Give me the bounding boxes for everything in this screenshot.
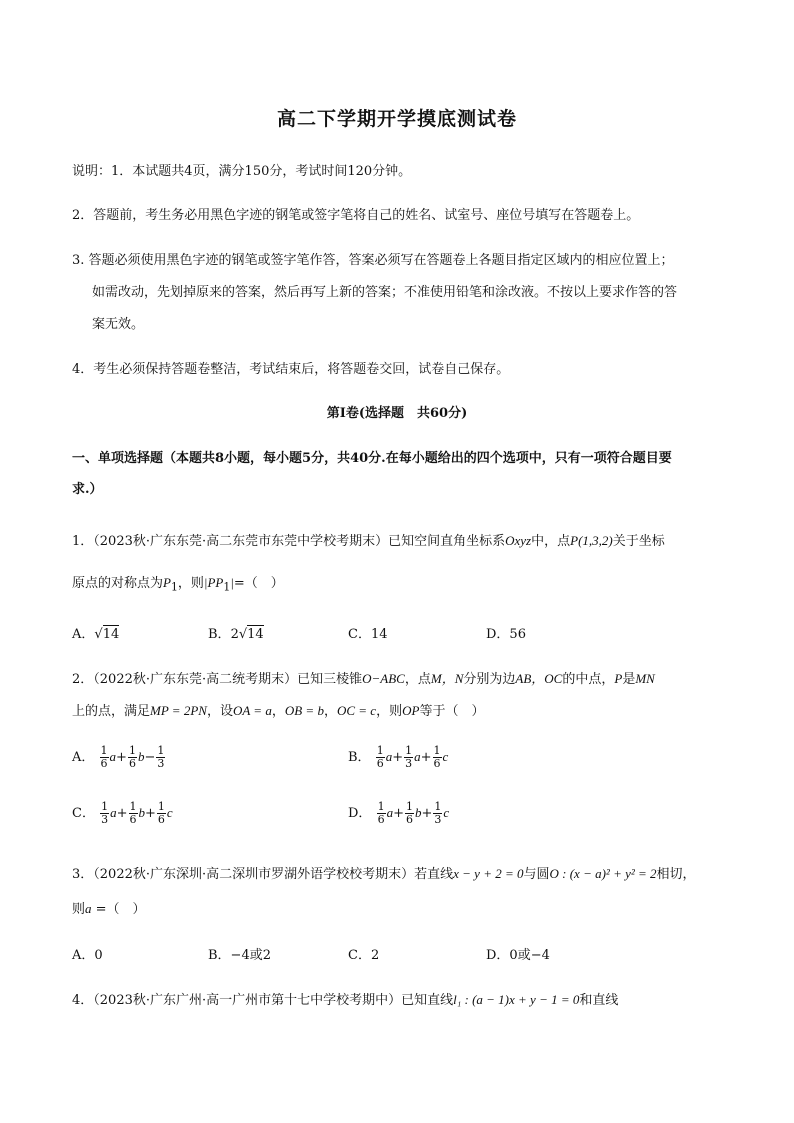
q2-text-2: ，点 [404,672,431,687]
q1-p1: P [163,575,171,590]
q2-c-den-2: 6 [129,813,137,826]
note-4: 4．考生必须保持答题卷整洁，考试结束后，将答题卷交回，试卷自己保存。 [72,362,510,377]
q2-vec-op: OP [402,703,420,718]
q2-a-op-1: + [116,750,127,765]
q2-option-a[interactable] [72,745,166,770]
q2-a-frac-3 [156,745,165,770]
q2-c-frac-2 [129,801,138,826]
q2-vec-oa: OA = a [232,703,272,718]
q2-b-var-2: a [414,749,421,764]
q4-text-2: 和直线 [579,993,619,1008]
q2-text-7: ，设 [206,704,233,719]
q2-text-3: 分别为边 [463,672,516,687]
q3-option-a[interactable]: A．0 [72,948,103,963]
q2-a-den-3: 3 [157,757,165,770]
q1-stem [72,530,665,549]
q3-stem [72,863,696,882]
q1-b-coef: 2 [230,627,239,642]
q2-a-label: A． [72,750,95,765]
q2-b-den-3: 6 [433,757,441,770]
q2-vec-oc: OC = c [336,703,377,718]
q2-d-label: D． [348,806,372,821]
q2-a-den-1: 6 [100,757,108,770]
q2-points-mn: M，N [430,671,464,686]
q2-d-var-3: c [443,805,450,820]
q2-b-op-1: + [392,750,404,765]
q2-option-d[interactable] [348,801,449,826]
q2-text-8: ，则 [376,704,403,719]
q2-b-frac-1 [376,745,385,770]
q2-c-num-3: 1 [157,800,165,813]
q1-b-label: B． [208,627,231,642]
q1-abs-end: | [230,575,234,590]
q3-stem-cont [72,898,146,917]
q1-option-c[interactable]: C．14 [348,627,388,642]
q2-b-num-3: 1 [433,744,441,757]
q2-a-frac-2 [128,745,137,770]
q1-point: P(1,3,2) [570,533,613,548]
q3-option-b[interactable]: B．−4或2 [208,948,271,963]
q2-c-den-1: 3 [101,813,109,826]
q2-text-9: 等于（ ） [419,704,485,719]
q2-stem-cont [72,700,484,719]
part1-heading: 一、单项选择题（本题共8小题，每小题5分，共40分.在每小题给出的四个选项中，只有一项符合题目要 [72,451,672,466]
q3-var-a: a [85,901,92,916]
q2-tetrahedron: O−ABC [362,671,405,686]
q1-stem-cont [72,572,284,594]
q1-a-value: 14 [102,627,120,642]
q2-a-den-2: 6 [128,757,136,770]
q1-option-b[interactable]: B．2√14 [208,627,264,642]
q2-segment-mn: MN [635,671,655,686]
q2-c-frac-1 [100,801,109,826]
q2-text-4: 的中点， [562,672,615,687]
q2-d-op-1: + [393,806,404,821]
page-title: 高二下学期开学摸底测试卷 [276,108,517,130]
q2-comma-1: ， [271,704,285,719]
q3-text: 3．（2022秋·广东深圳·高二深圳市罗湖外语学校校考期末）若直线 [72,867,454,882]
q1-text-post: 关于坐标 [612,534,665,549]
note-3-cont: 如需改动，先划掉原来的答案，然后再写上新的答案；不准使用铅笔和涂改液。不按以上要求作答的答 [92,285,678,300]
q1-text-4: =（ ） [233,576,284,591]
q2-a-num-1: 1 [100,744,108,757]
q2-text-5: 是 [622,672,636,687]
q2-d-var-1: a [386,805,394,820]
q2-a-var-1: a [109,749,117,764]
q2-d-num-2: 1 [405,800,413,813]
q2-c-label: C． [72,806,95,821]
q2-c-op-1: + [116,806,128,821]
note-3-end: 案无效。 [92,317,145,332]
q1-abs: |PP [203,575,224,590]
q3-line-eq: x − y + 2 = 0 [453,866,524,881]
q2-d-num-3: 1 [434,800,442,813]
note-2: 2．答题前，考生务必用黑色字迹的钢笔或签字笔将自己的姓名、试室号、座位号填写在答题卷上。 [72,208,640,223]
q1-a-label: A． [72,627,95,642]
q2-c-var-2: b [138,805,145,820]
q2-vec-ob: OB = b [284,703,324,718]
q1-option-a[interactable]: A．√14 [72,627,120,642]
q4-stem [72,989,618,1008]
q2-a-op-2: − [144,750,156,765]
q2-c-num-1: 1 [101,800,109,813]
note-1: 说明：1．本试题共4页，满分150分，考试时间120分钟。 [72,164,412,179]
q2-d-frac-2 [405,801,414,826]
q2-comma-2: ， [323,704,337,719]
q2-b-var-3: c [442,749,449,764]
q2-edges: AB，OC [515,671,563,686]
q4-line-eq: l₁ : (a − 1)x + y − 1 = 0 [453,992,580,1007]
q2-c-var-1: a [110,805,117,820]
q1-text-3: ，则 [177,576,204,591]
q1-option-d[interactable]: D．56 [486,627,526,642]
q1-text-mid: 中，点 [531,534,571,549]
q2-d-frac-1 [377,801,386,826]
q2-point-p: P [614,671,623,686]
q3-text-2: 与圆 [523,867,550,882]
q3-option-c[interactable]: C．2 [348,948,380,963]
q2-c-op-2: + [145,806,156,821]
q2-a-frac-1 [100,745,109,770]
q2-b-frac-2 [404,745,413,770]
q2-d-var-2: b [414,805,422,820]
note-3: 3. 答题必须使用黑色字迹的钢笔或签字笔作答，答案必须写在答题卷上各题目指定区域内的相应位置上； [72,253,674,268]
q2-b-den-1: 6 [376,757,384,770]
q2-b-den-2: 3 [405,757,413,770]
section-title: 第I卷(选择题 共60分) [326,406,468,421]
q1-b-value: 14 [247,627,264,642]
q2-a-var-2: b [137,749,145,764]
q3-text-3: 相切， [656,867,696,882]
q2-b-var-1: a [385,749,393,764]
q2-a-num-3: 1 [157,744,165,757]
q3-circle-eq: O : (x − a)² + y² = 2 [549,866,657,881]
q2-c-num-2: 1 [129,800,137,813]
q2-c-frac-3 [157,801,166,826]
part1-heading-cont: 求.） [72,482,103,497]
q2-d-den-3: 3 [434,813,442,826]
q3-option-d[interactable]: D．0或−4 [486,948,550,963]
q2-text-6: 上的点，满足 [72,704,151,719]
q2-b-num-1: 1 [376,744,384,757]
q3-text-4: 则 [72,902,86,917]
q2-c-den-3: 6 [157,813,165,826]
q2-c-var-3: c [166,805,173,820]
q2-d-den-1: 6 [377,813,385,826]
q2-option-c[interactable] [72,801,173,826]
q2-d-frac-3 [433,801,442,826]
q2-text: 2．（2022秋·广东东莞·高二统考期末）已知三棱锥 [72,672,363,687]
q4-text: 4．（2023秋·广东广州·高一广州市第十七中学校考期中）已知直线 [72,993,454,1008]
q1-coord-system: Oxyz [505,533,532,548]
q1-text-2: 原点的对称点为 [72,576,164,591]
q2-d-op-2: + [421,806,433,821]
q2-d-num-1: 1 [377,800,385,813]
q2-d-den-2: 6 [405,813,413,826]
q3-text-5: =（ ） [91,902,146,917]
q2-stem [72,668,655,687]
q2-a-num-2: 1 [128,744,136,757]
q2-b-frac-3 [433,745,442,770]
q1-p1-sub: 1 [170,580,178,594]
q2-b-op-2: + [420,750,432,765]
q2-condition: MP = 2PN [150,703,207,718]
q2-b-label: B． [348,750,371,765]
q2-option-b[interactable] [348,745,448,770]
q2-b-num-2: 1 [405,744,413,757]
q1-abs-sub: 1 [223,580,231,594]
q1-text: 1．（2023秋·广东东莞·高二东莞市东莞中学校考期末）已知空间直角坐标系 [72,534,506,549]
